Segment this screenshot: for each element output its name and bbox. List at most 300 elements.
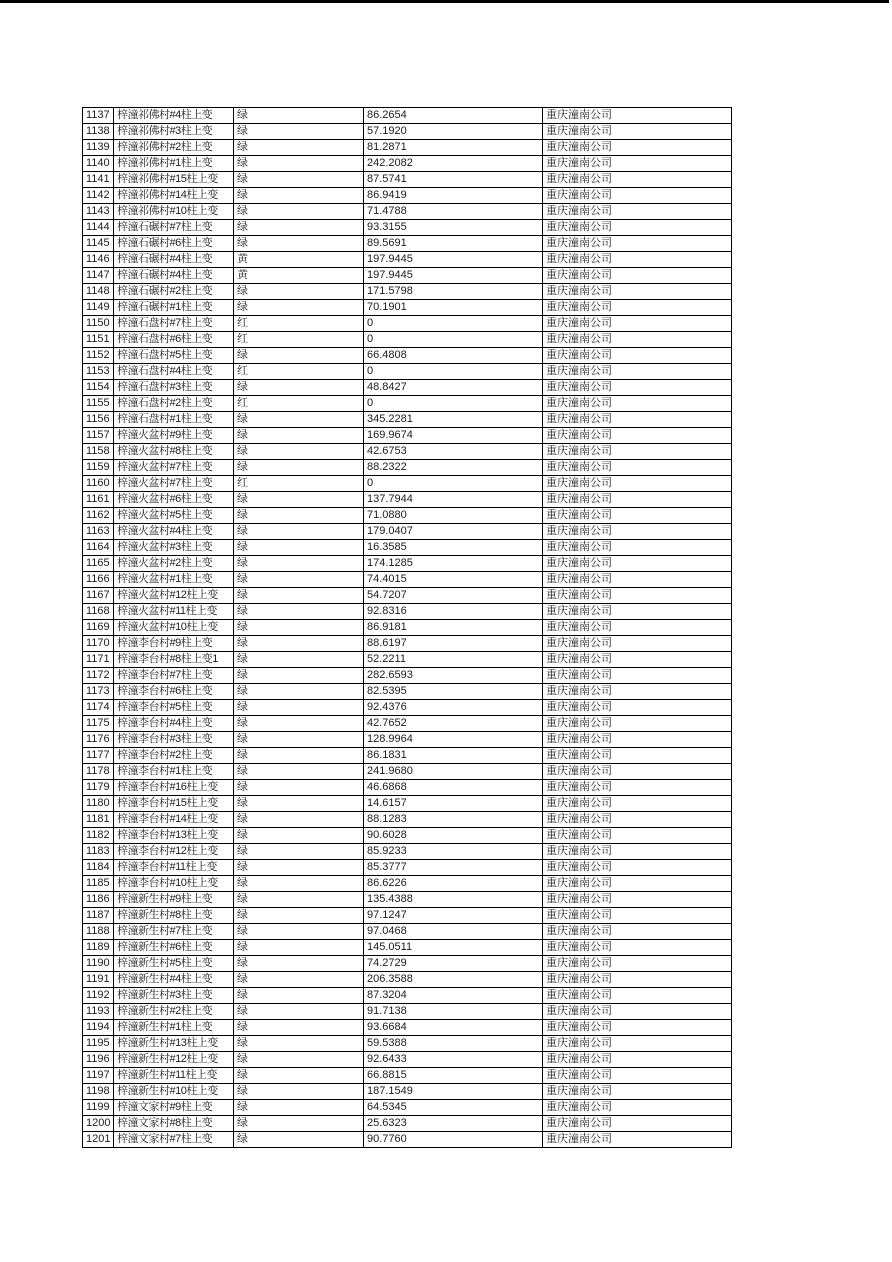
value-cell: 174.1285	[364, 556, 543, 572]
status-cell: 绿	[234, 780, 364, 796]
value-cell: 74.2729	[364, 956, 543, 972]
row-number-cell: 1185	[83, 876, 114, 892]
device-name-cell: 梓潼祁佛村#3柱上变	[114, 124, 234, 140]
table-row	[83, 876, 732, 892]
status-cell: 绿	[234, 668, 364, 684]
device-name-cell: 梓潼新生村#11柱上变	[114, 1068, 234, 1084]
row-number-cell: 1137	[83, 108, 114, 124]
table-row	[83, 172, 732, 188]
table-row	[83, 476, 732, 492]
company-cell: 重庆潼南公司	[543, 236, 732, 252]
status-cell: 黄	[234, 268, 364, 284]
company-cell: 重庆潼南公司	[543, 124, 732, 140]
company-cell: 重庆潼南公司	[543, 412, 732, 428]
table-row	[83, 652, 732, 668]
row-number-cell: 1138	[83, 124, 114, 140]
row-number-cell: 1147	[83, 268, 114, 284]
company-cell: 重庆潼南公司	[543, 556, 732, 572]
row-number-cell: 1190	[83, 956, 114, 972]
table-row	[83, 556, 732, 572]
device-name-cell: 梓潼石盘村#4柱上变	[114, 364, 234, 380]
status-cell: 红	[234, 476, 364, 492]
value-cell: 57.1920	[364, 124, 543, 140]
status-cell: 绿	[234, 204, 364, 220]
company-cell: 重庆潼南公司	[543, 1068, 732, 1084]
value-cell: 14.6157	[364, 796, 543, 812]
value-cell: 88.1283	[364, 812, 543, 828]
company-cell: 重庆潼南公司	[543, 1132, 732, 1148]
row-number-cell: 1151	[83, 332, 114, 348]
device-name-cell: 梓潼李台村#16柱上变	[114, 780, 234, 796]
table-row	[83, 124, 732, 140]
table-row	[83, 236, 732, 252]
company-cell: 重庆潼南公司	[543, 1084, 732, 1100]
company-cell: 重庆潼南公司	[543, 988, 732, 1004]
status-cell: 绿	[234, 556, 364, 572]
status-cell: 绿	[234, 140, 364, 156]
company-cell: 重庆潼南公司	[543, 540, 732, 556]
status-cell: 绿	[234, 300, 364, 316]
status-cell: 绿	[234, 652, 364, 668]
table-row	[83, 188, 732, 204]
status-cell: 绿	[234, 1084, 364, 1100]
status-cell: 绿	[234, 284, 364, 300]
company-cell: 重庆潼南公司	[543, 588, 732, 604]
status-cell: 绿	[234, 1100, 364, 1116]
device-name-cell: 梓潼新生村#4柱上变	[114, 972, 234, 988]
value-cell: 241.9680	[364, 764, 543, 780]
table-row	[83, 412, 732, 428]
device-name-cell: 梓潼祁佛村#10柱上变	[114, 204, 234, 220]
table-row	[83, 940, 732, 956]
company-cell: 重庆潼南公司	[543, 668, 732, 684]
row-number-cell: 1154	[83, 380, 114, 396]
table-row	[83, 828, 732, 844]
row-number-cell: 1157	[83, 428, 114, 444]
status-cell: 绿	[234, 684, 364, 700]
table-row	[83, 716, 732, 732]
company-cell: 重庆潼南公司	[543, 620, 732, 636]
company-cell: 重庆潼南公司	[543, 940, 732, 956]
company-cell: 重庆潼南公司	[543, 684, 732, 700]
row-number-cell: 1199	[83, 1100, 114, 1116]
value-cell: 48.8427	[364, 380, 543, 396]
company-cell: 重庆潼南公司	[543, 476, 732, 492]
table-row	[83, 460, 732, 476]
status-cell: 绿	[234, 988, 364, 1004]
value-cell: 128.9964	[364, 732, 543, 748]
value-cell: 59.5388	[364, 1036, 543, 1052]
value-cell: 74.4015	[364, 572, 543, 588]
device-name-cell: 梓潼祁佛村#15柱上变	[114, 172, 234, 188]
status-cell: 绿	[234, 764, 364, 780]
status-cell: 绿	[234, 540, 364, 556]
status-cell: 绿	[234, 844, 364, 860]
status-cell: 绿	[234, 1020, 364, 1036]
company-cell: 重庆潼南公司	[543, 380, 732, 396]
table-row	[83, 1020, 732, 1036]
device-name-cell: 梓潼石碾村#7柱上变	[114, 220, 234, 236]
company-cell: 重庆潼南公司	[543, 812, 732, 828]
value-cell: 0	[364, 476, 543, 492]
status-cell: 绿	[234, 220, 364, 236]
status-cell: 绿	[234, 348, 364, 364]
company-cell: 重庆潼南公司	[543, 396, 732, 412]
status-cell: 绿	[234, 428, 364, 444]
value-cell: 86.1831	[364, 748, 543, 764]
status-cell: 绿	[234, 236, 364, 252]
company-cell: 重庆潼南公司	[543, 828, 732, 844]
value-cell: 25.6323	[364, 1116, 543, 1132]
status-cell: 绿	[234, 172, 364, 188]
table-row	[83, 252, 732, 268]
table-row	[83, 780, 732, 796]
table-row	[83, 316, 732, 332]
device-name-cell: 梓潼李台村#1柱上变	[114, 764, 234, 780]
row-number-cell: 1187	[83, 908, 114, 924]
company-cell: 重庆潼南公司	[543, 652, 732, 668]
table-row	[83, 380, 732, 396]
row-number-cell: 1173	[83, 684, 114, 700]
value-cell: 145.0511	[364, 940, 543, 956]
row-number-cell: 1148	[83, 284, 114, 300]
row-number-cell: 1194	[83, 1020, 114, 1036]
device-name-cell: 梓潼石盘村#6柱上变	[114, 332, 234, 348]
table-row	[83, 204, 732, 220]
table-row	[83, 108, 732, 124]
status-cell: 绿	[234, 124, 364, 140]
row-number-cell: 1141	[83, 172, 114, 188]
table-row	[83, 972, 732, 988]
row-number-cell: 1158	[83, 444, 114, 460]
company-cell: 重庆潼南公司	[543, 524, 732, 540]
status-cell: 绿	[234, 1036, 364, 1052]
status-cell: 绿	[234, 444, 364, 460]
status-cell: 绿	[234, 588, 364, 604]
device-name-cell: 梓潼火盆村#3柱上变	[114, 540, 234, 556]
status-cell: 绿	[234, 908, 364, 924]
company-cell: 重庆潼南公司	[543, 956, 732, 972]
device-name-cell: 梓潼火盆村#6柱上变	[114, 492, 234, 508]
status-cell: 红	[234, 364, 364, 380]
row-number-cell: 1170	[83, 636, 114, 652]
device-name-cell: 梓潼李台村#9柱上变	[114, 636, 234, 652]
company-cell: 重庆潼南公司	[543, 972, 732, 988]
row-number-cell: 1200	[83, 1116, 114, 1132]
device-name-cell: 梓潼李台村#4柱上变	[114, 716, 234, 732]
table-row	[83, 572, 732, 588]
value-cell: 42.7652	[364, 716, 543, 732]
table-row	[83, 812, 732, 828]
company-cell: 重庆潼南公司	[543, 444, 732, 460]
value-cell: 81.2871	[364, 140, 543, 156]
company-cell: 重庆潼南公司	[543, 1004, 732, 1020]
table-row	[83, 588, 732, 604]
company-cell: 重庆潼南公司	[543, 364, 732, 380]
status-cell: 绿	[234, 1068, 364, 1084]
device-name-cell: 梓潼文家村#9柱上变	[114, 1100, 234, 1116]
device-name-cell: 梓潼火盆村#7柱上变	[114, 476, 234, 492]
company-cell: 重庆潼南公司	[543, 1116, 732, 1132]
table-row	[83, 444, 732, 460]
value-cell: 66.8815	[364, 1068, 543, 1084]
company-cell: 重庆潼南公司	[543, 700, 732, 716]
table-row	[83, 1084, 732, 1100]
row-number-cell: 1149	[83, 300, 114, 316]
table-row	[83, 1004, 732, 1020]
status-cell: 绿	[234, 620, 364, 636]
value-cell: 70.1901	[364, 300, 543, 316]
status-cell: 绿	[234, 828, 364, 844]
table-row	[83, 684, 732, 700]
company-cell: 重庆潼南公司	[543, 1100, 732, 1116]
table-row	[83, 844, 732, 860]
device-name-cell: 梓潼新生村#1柱上变	[114, 1020, 234, 1036]
table-row	[83, 796, 732, 812]
table-row	[83, 364, 732, 380]
row-number-cell: 1175	[83, 716, 114, 732]
row-number-cell: 1162	[83, 508, 114, 524]
company-cell: 重庆潼南公司	[543, 1020, 732, 1036]
value-cell: 88.6197	[364, 636, 543, 652]
row-number-cell: 1144	[83, 220, 114, 236]
company-cell: 重庆潼南公司	[543, 108, 732, 124]
table-row	[83, 1068, 732, 1084]
value-cell: 16.3585	[364, 540, 543, 556]
company-cell: 重庆潼南公司	[543, 268, 732, 284]
company-cell: 重庆潼南公司	[543, 860, 732, 876]
company-cell: 重庆潼南公司	[543, 1052, 732, 1068]
company-cell: 重庆潼南公司	[543, 604, 732, 620]
device-name-cell: 梓潼李台村#12柱上变	[114, 844, 234, 860]
company-cell: 重庆潼南公司	[543, 252, 732, 268]
status-cell: 绿	[234, 460, 364, 476]
row-number-cell: 1174	[83, 700, 114, 716]
device-name-cell: 梓潼火盆村#9柱上变	[114, 428, 234, 444]
device-name-cell: 梓潼石盘村#2柱上变	[114, 396, 234, 412]
device-name-cell: 梓潼新生村#10柱上变	[114, 1084, 234, 1100]
value-cell: 197.9445	[364, 268, 543, 284]
value-cell: 86.9419	[364, 188, 543, 204]
table-row	[83, 348, 732, 364]
device-name-cell: 梓潼石碾村#6柱上变	[114, 236, 234, 252]
device-name-cell: 梓潼石盘村#7柱上变	[114, 316, 234, 332]
device-name-cell: 梓潼李台村#5柱上变	[114, 700, 234, 716]
table-row	[83, 732, 732, 748]
company-cell: 重庆潼南公司	[543, 508, 732, 524]
table-row	[83, 700, 732, 716]
device-name-cell: 梓潼李台村#11柱上变	[114, 860, 234, 876]
value-cell: 66.4808	[364, 348, 543, 364]
device-name-cell: 梓潼石盘村#1柱上变	[114, 412, 234, 428]
row-number-cell: 1153	[83, 364, 114, 380]
device-name-cell: 梓潼火盆村#12柱上变	[114, 588, 234, 604]
company-cell: 重庆潼南公司	[543, 428, 732, 444]
company-cell: 重庆潼南公司	[543, 172, 732, 188]
value-cell: 82.5395	[364, 684, 543, 700]
value-cell: 0	[364, 332, 543, 348]
report-table	[82, 107, 732, 1148]
device-name-cell: 梓潼文家村#8柱上变	[114, 1116, 234, 1132]
row-number-cell: 1198	[83, 1084, 114, 1100]
company-cell: 重庆潼南公司	[543, 876, 732, 892]
value-cell: 0	[364, 396, 543, 412]
status-cell: 绿	[234, 492, 364, 508]
device-name-cell: 梓潼李台村#3柱上变	[114, 732, 234, 748]
value-cell: 88.2322	[364, 460, 543, 476]
value-cell: 97.1247	[364, 908, 543, 924]
table-row	[83, 620, 732, 636]
value-cell: 282.6593	[364, 668, 543, 684]
company-cell: 重庆潼南公司	[543, 780, 732, 796]
device-name-cell: 梓潼新生村#2柱上变	[114, 1004, 234, 1020]
table-row	[83, 1100, 732, 1116]
value-cell: 92.4376	[364, 700, 543, 716]
value-cell: 90.6028	[364, 828, 543, 844]
device-name-cell: 梓潼祁佛村#1柱上变	[114, 156, 234, 172]
company-cell: 重庆潼南公司	[543, 764, 732, 780]
row-number-cell: 1142	[83, 188, 114, 204]
row-number-cell: 1165	[83, 556, 114, 572]
table-row	[83, 492, 732, 508]
row-number-cell: 1179	[83, 780, 114, 796]
row-number-cell: 1159	[83, 460, 114, 476]
table-row	[83, 604, 732, 620]
company-cell: 重庆潼南公司	[543, 332, 732, 348]
device-name-cell: 梓潼新生村#9柱上变	[114, 892, 234, 908]
row-number-cell: 1140	[83, 156, 114, 172]
table-row	[83, 540, 732, 556]
device-name-cell: 梓潼火盆村#11柱上变	[114, 604, 234, 620]
table-row	[83, 956, 732, 972]
device-name-cell: 梓潼石碾村#4柱上变	[114, 252, 234, 268]
value-cell: 171.5798	[364, 284, 543, 300]
device-name-cell: 梓潼李台村#10柱上变	[114, 876, 234, 892]
device-name-cell: 梓潼火盆村#5柱上变	[114, 508, 234, 524]
status-cell: 绿	[234, 604, 364, 620]
company-cell: 重庆潼南公司	[543, 796, 732, 812]
table-row	[83, 220, 732, 236]
row-number-cell: 1166	[83, 572, 114, 588]
value-cell: 345.2281	[364, 412, 543, 428]
row-number-cell: 1139	[83, 140, 114, 156]
status-cell: 绿	[234, 860, 364, 876]
status-cell: 绿	[234, 636, 364, 652]
device-name-cell: 梓潼祁佛村#2柱上变	[114, 140, 234, 156]
value-cell: 242.2082	[364, 156, 543, 172]
status-cell: 绿	[234, 108, 364, 124]
device-name-cell: 梓潼李台村#13柱上变	[114, 828, 234, 844]
company-cell: 重庆潼南公司	[543, 908, 732, 924]
status-cell: 绿	[234, 732, 364, 748]
device-name-cell: 梓潼石盘村#5柱上变	[114, 348, 234, 364]
company-cell: 重庆潼南公司	[543, 284, 732, 300]
row-number-cell: 1171	[83, 652, 114, 668]
device-name-cell: 梓潼新生村#13柱上变	[114, 1036, 234, 1052]
company-cell: 重庆潼南公司	[543, 572, 732, 588]
device-name-cell: 梓潼新生村#6柱上变	[114, 940, 234, 956]
value-cell: 86.6226	[364, 876, 543, 892]
row-number-cell: 1193	[83, 1004, 114, 1020]
device-name-cell: 梓潼火盆村#1柱上变	[114, 572, 234, 588]
device-name-cell: 梓潼新生村#5柱上变	[114, 956, 234, 972]
device-name-cell: 梓潼李台村#15柱上变	[114, 796, 234, 812]
device-name-cell: 梓潼新生村#3柱上变	[114, 988, 234, 1004]
device-name-cell: 梓潼石碾村#2柱上变	[114, 284, 234, 300]
row-number-cell: 1192	[83, 988, 114, 1004]
row-number-cell: 1161	[83, 492, 114, 508]
row-number-cell: 1172	[83, 668, 114, 684]
company-cell: 重庆潼南公司	[543, 844, 732, 860]
company-cell: 重庆潼南公司	[543, 140, 732, 156]
status-cell: 绿	[234, 156, 364, 172]
company-cell: 重庆潼南公司	[543, 892, 732, 908]
table-row	[83, 860, 732, 876]
status-cell: 绿	[234, 972, 364, 988]
device-name-cell: 梓潼石碾村#1柱上变	[114, 300, 234, 316]
company-cell: 重庆潼南公司	[543, 204, 732, 220]
value-cell: 93.3155	[364, 220, 543, 236]
value-cell: 135.4388	[364, 892, 543, 908]
status-cell: 绿	[234, 572, 364, 588]
row-number-cell: 1196	[83, 1052, 114, 1068]
status-cell: 绿	[234, 1132, 364, 1148]
value-cell: 187.1549	[364, 1084, 543, 1100]
company-cell: 重庆潼南公司	[543, 316, 732, 332]
row-number-cell: 1156	[83, 412, 114, 428]
status-cell: 绿	[234, 716, 364, 732]
value-cell: 179.0407	[364, 524, 543, 540]
value-cell: 97.0468	[364, 924, 543, 940]
device-name-cell: 梓潼祁佛村#4柱上变	[114, 108, 234, 124]
table-row	[83, 156, 732, 172]
table-row	[83, 396, 732, 412]
company-cell: 重庆潼南公司	[543, 492, 732, 508]
device-name-cell: 梓潼李台村#7柱上变	[114, 668, 234, 684]
company-cell: 重庆潼南公司	[543, 1036, 732, 1052]
value-cell: 85.9233	[364, 844, 543, 860]
value-cell: 89.5691	[364, 236, 543, 252]
company-cell: 重庆潼南公司	[543, 460, 732, 476]
value-cell: 92.8316	[364, 604, 543, 620]
table-row	[83, 1132, 732, 1148]
status-cell: 绿	[234, 748, 364, 764]
value-cell: 93.6684	[364, 1020, 543, 1036]
status-cell: 绿	[234, 892, 364, 908]
status-cell: 绿	[234, 700, 364, 716]
value-cell: 85.3777	[364, 860, 543, 876]
value-cell: 86.9181	[364, 620, 543, 636]
device-name-cell: 梓潼李台村#2柱上变	[114, 748, 234, 764]
status-cell: 绿	[234, 1004, 364, 1020]
table-row	[83, 908, 732, 924]
row-number-cell: 1181	[83, 812, 114, 828]
row-number-cell: 1178	[83, 764, 114, 780]
status-cell: 绿	[234, 796, 364, 812]
row-number-cell: 1150	[83, 316, 114, 332]
row-number-cell: 1168	[83, 604, 114, 620]
device-name-cell: 梓潼李台村#14柱上变	[114, 812, 234, 828]
table-row	[83, 284, 732, 300]
status-cell: 绿	[234, 524, 364, 540]
status-cell: 绿	[234, 812, 364, 828]
table-row	[83, 140, 732, 156]
company-cell: 重庆潼南公司	[543, 300, 732, 316]
row-number-cell: 1180	[83, 796, 114, 812]
table-row	[83, 924, 732, 940]
device-name-cell: 梓潼新生村#12柱上变	[114, 1052, 234, 1068]
company-cell: 重庆潼南公司	[543, 636, 732, 652]
